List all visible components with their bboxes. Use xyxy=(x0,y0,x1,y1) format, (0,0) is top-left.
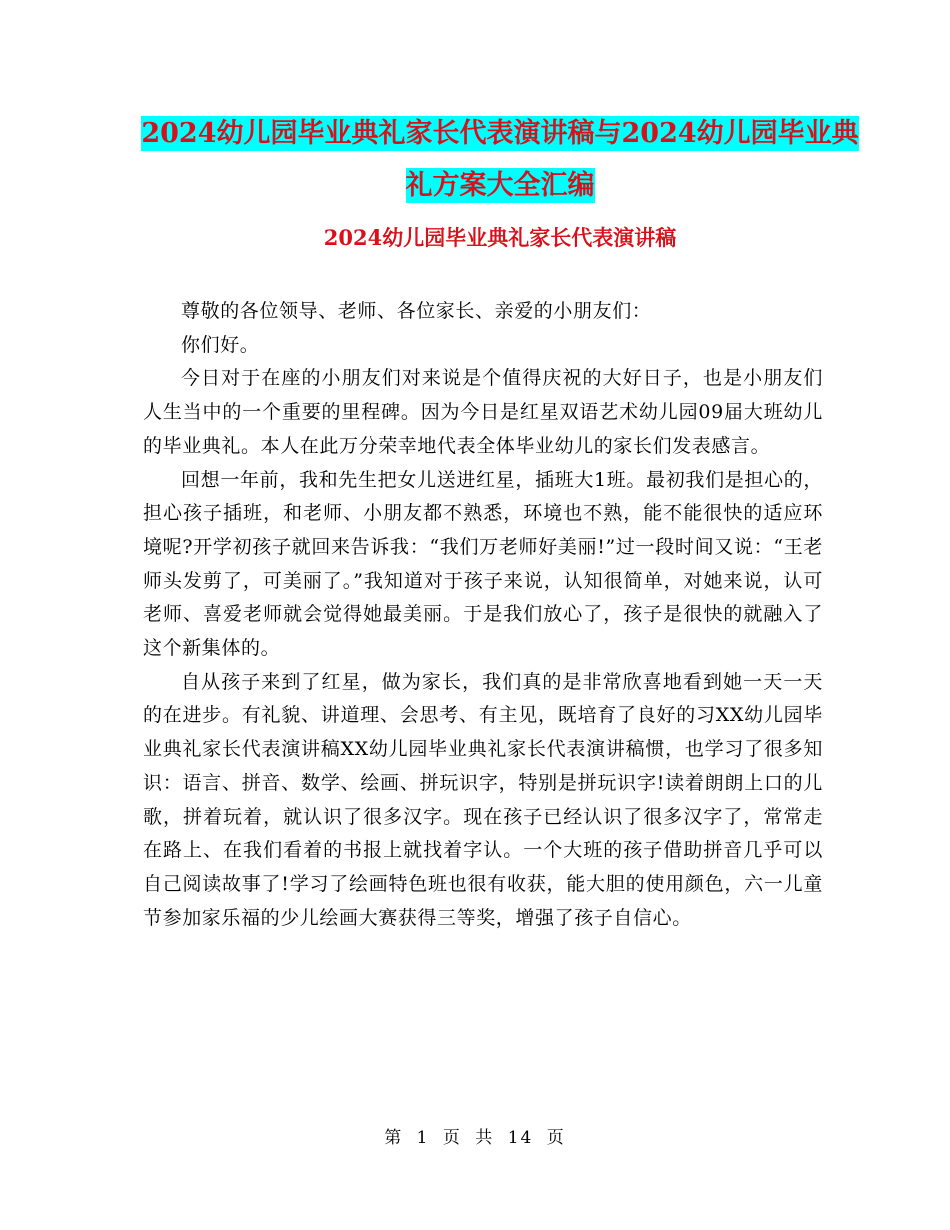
footer-total-label: 共 xyxy=(475,1128,495,1148)
document-title xyxy=(140,108,860,212)
salutation-paragraph: 尊敬的各位领导、老师、各位家长、亲爱的小朋友们： xyxy=(181,300,652,322)
greeting-paragraph: 你们好。 xyxy=(181,333,260,356)
section-heading: 2024幼儿园毕业典礼家长代表演讲稿 xyxy=(323,225,677,250)
footer-page-label: 第 xyxy=(384,1128,404,1148)
footer-total-pages: 14 xyxy=(507,1128,534,1148)
document-title-text: 2024幼儿园毕业典礼家长代表演讲稿与2024幼儿园毕业典礼方案大全汇编 xyxy=(141,118,859,201)
body-paragraph: 自从孩子来到了红星，做为家长，我们真的是非常欣喜地看到她一天一天的在进步。有礼貌、讲道理、会思考、有主见，既培育了良好的习XX幼儿园毕业典礼家长代表演讲稿XX幼儿园毕业典礼家长代表演讲稿惯，也学习了很多知识：语言、拼音、数学、绘画、拼玩识字，特别是拼玩识字!读着朗朗上口的儿歌，拼着玩着，就认识了很多汉字。现在孩子已经认识了很多汉字了，常常走在路上、在我们看着的书报上就找着字认。一个大班的孩子借助拼音几乎可以自己阅读故事了!学习了绘画特色班也很有收获，能大胆的使用颜色，六一儿童节参加家乐福的少儿绘画大赛获得三等奖，增强了孩子自信心。 xyxy=(143,670,823,929)
document-body xyxy=(143,295,823,935)
footer-page-number: 1 xyxy=(416,1128,430,1148)
body-paragraph: 回想一年前，我和先生把女儿送进红星，插班大1班。最初我们是担心的，担心孩子插班，和老师、小朋友都不熟悉，环境也不熟，能不能很快的适应环境呢?开学初孩子就回来告诉我：“我们万老师好美丽!”过一段时间又说：“王老师头发剪了，可美丽了。”我知道对于孩子来说，认知很简单，对她来说，认可老师、喜爱老师就会觉得她最美丽。于是我们放心了，孩子是很快的就融入了这个新集体的。 xyxy=(143,468,823,660)
body-paragraph: 今日对于在座的小朋友们对来说是个值得庆祝的大好日子，也是小朋友们人生当中的一个重要的里程碑。因为今日是红星双语艺术幼儿园09届大班幼儿的毕业典礼。本人在此万分荣幸地代表全体毕业幼儿的家长们发表感言。 xyxy=(143,367,823,457)
footer-total-unit: 页 xyxy=(546,1128,566,1148)
footer-page-unit: 页 xyxy=(442,1128,462,1148)
page-footer xyxy=(0,1126,950,1150)
